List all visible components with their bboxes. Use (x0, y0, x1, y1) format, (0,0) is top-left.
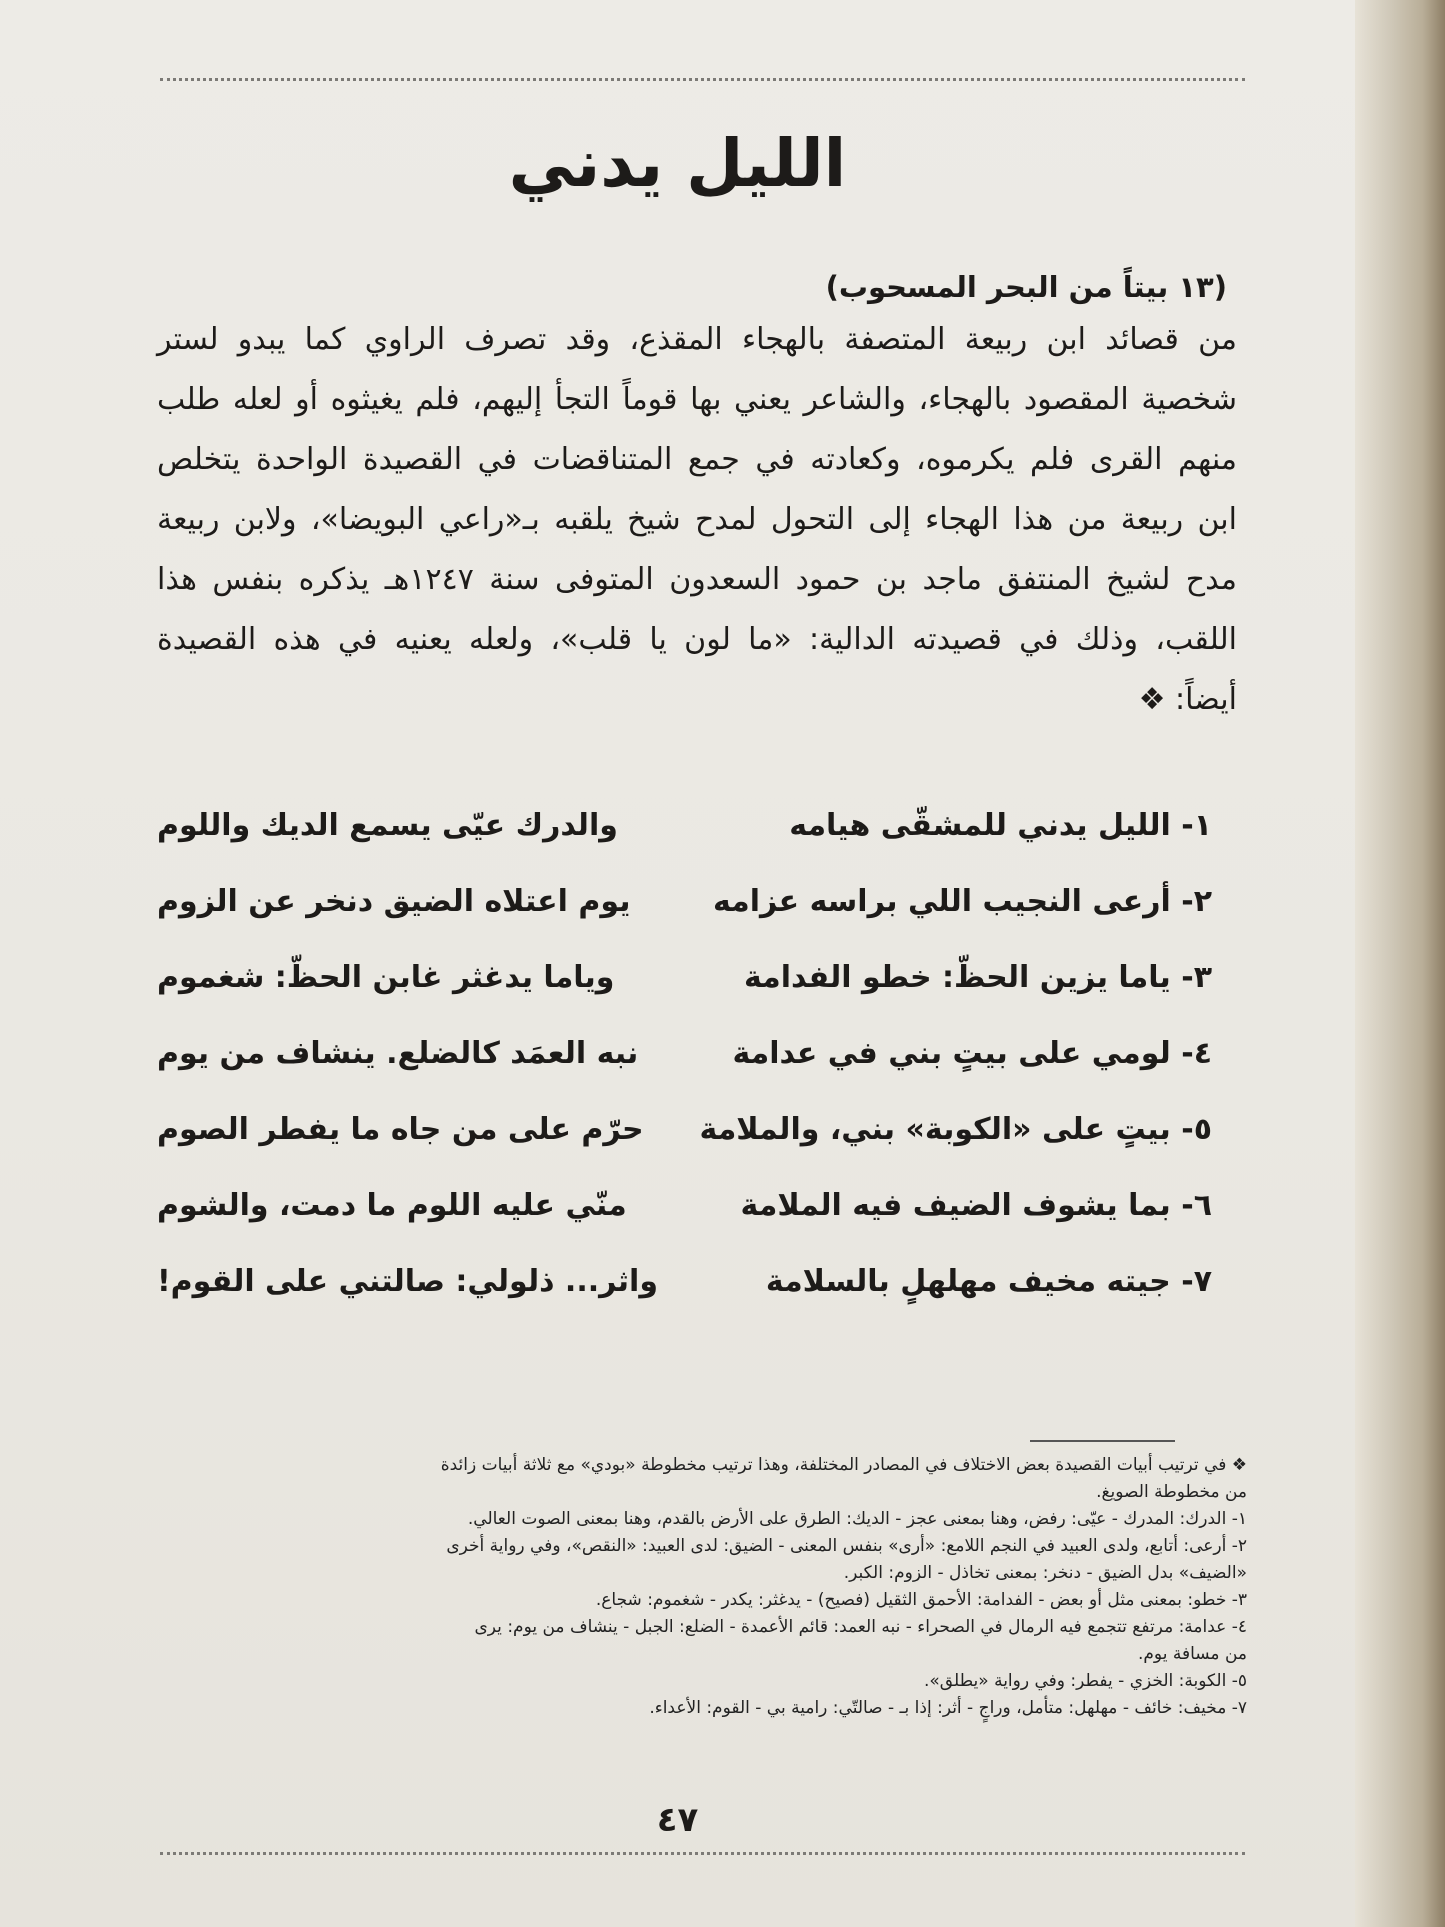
footnote-line: ٥- الكوبة: الخزي - يفطر: وفي رواية «يطلق». (923, 1671, 1247, 1691)
intro-line: مدح لشيخ المنتفق ماجد بن حمود السعدون المتوفى سنة ١٢٤٧هـ يذكره بنفس هذا (157, 562, 1237, 597)
footnote-line: ٤- عدامة: مرتفع تتجمع فيه الرمال في الصحراء - نبه العمد: قائم الأعمدة - الضلع: الجبل - ينشاف من يوم: يرى (474, 1617, 1247, 1637)
verse-row (157, 800, 1242, 876)
footnote-line: ٧- مخيف: خائف - مهلهل: متأمل، وراجٍ - أثر: إذا بـ - صالتّي: رامية بي - القوم: الأعداء. (649, 1698, 1247, 1718)
footnote-line: من مخطوطة الصويغ. (1096, 1482, 1247, 1502)
footnotes (157, 1452, 1247, 1722)
verse-first-hemistich: ١- الليل يدني للمشقّى هيامه (789, 808, 1212, 843)
poem-verses (157, 800, 1242, 1332)
verse-first-hemistich: ٣- ياما يزين الحظّ: خطو الفدامة (743, 960, 1212, 995)
verse-second-hemistich: منّي عليه اللوم ما دمت، والشوم (157, 1188, 627, 1223)
footnote-rule (1030, 1440, 1175, 1442)
page-number: ٤٧ (656, 1800, 699, 1840)
verse-row (157, 1256, 1242, 1332)
verse-first-hemistich: ٧- جيته مخيف مهلهلٍ بالسلامة (765, 1264, 1212, 1299)
intro-line: أيضاً: ❖ (1138, 682, 1237, 717)
footnote-line: «الضيف» بدل الضيق - دنخر: بمعنى تخاذل - الزوم: الكبر. (843, 1563, 1247, 1583)
verse-row (157, 876, 1242, 952)
verse-second-hemistich: يوم اعتلاه الضيق دنخر عن الزوم (157, 884, 631, 919)
verse-first-hemistich: ٦- بما يشوف الضيف فيه الملامة (740, 1188, 1212, 1223)
bottom-dotted-rule (160, 1852, 1245, 1855)
verse-second-hemistich: واثر... ذلولي: صالتني على القوم! (157, 1264, 658, 1299)
footnote-line: ١- الدرك: المدرك - عيّى: رفض، وهنا بمعنى عجز - الديك: الطرق على الأرض بالقدم، وهنا بمعنى الصوت العالي. (467, 1509, 1247, 1529)
poem-title: الليل يدني (508, 125, 847, 202)
footnote-line: ٣- خطو: بمعنى مثل أو بعض - الفدامة: الأحمق الثقيل (فصيح) - يدغثر: يكدر - شغموم: شجاع. (595, 1590, 1247, 1610)
verse-row (157, 1180, 1242, 1256)
intro-line: اللقب، وذلك في قصيدته الدالية: «ما لون يا قلب»، ولعله يعنيه في هذه القصيدة (157, 622, 1237, 657)
intro-line: ابن ربيعة من هذا الهجاء إلى التحول لمدح شيخ يلقبه بـ«راعي البويضا»، ولابن ربيعة (157, 502, 1237, 537)
footnote-line: ٢- أرعى: أتابع، ولدى العبيد في النجم اللامع: «أرى» بنفس المعنى - الضيق: لدى العبيد: «النقص»، وفي رواية أخرى (446, 1536, 1247, 1556)
poem-subtitle: (١٣ بيتاً من البحر المسحوب) (825, 270, 1227, 304)
intro-line: شخصية المقصود بالهجاء، والشاعر يعني بها قوماً التجأ إليهم، فلم يغيثوه أو لعله طلب (157, 382, 1237, 417)
book-spine-shadow (1355, 0, 1445, 1927)
verse-second-hemistich: والدرك عيّى يسمع الديك واللوم (157, 808, 618, 843)
verse-first-hemistich: ٢- أرعى النجيب اللي براسه عزامه (712, 884, 1212, 919)
verse-first-hemistich: ٤- لومي على بيتٍ بني في عدامة (732, 1036, 1212, 1071)
footnote-line: ❖ في ترتيب أبيات القصيدة بعض الاختلاف في المصادر المختلفة، وهذا ترتيب مخطوطة «بودي» مع ثلاثة أبيات زائدة (440, 1455, 1247, 1475)
verse-second-hemistich: نبه العمَد كالضلع. ينشاف من يوم (157, 1036, 639, 1071)
verse-second-hemistich: حرّم على من جاه ما يفطر الصوم (157, 1112, 644, 1147)
intro-paragraph (157, 310, 1237, 730)
intro-line: من قصائد ابن ربيعة المتصفة بالهجاء المقذع، وقد تصرف الراوي كما يبدو لستر (157, 322, 1237, 357)
footnote-line: من مسافة يوم. (1138, 1644, 1247, 1664)
top-dotted-rule (160, 78, 1245, 81)
verse-first-hemistich: ٥- بيتٍ على «الكوبة» بني، والملامة (699, 1112, 1212, 1147)
verse-row (157, 1104, 1242, 1180)
intro-line: منهم القرى فلم يكرموه، وكعادته في جمع المتناقضات في القصيدة الواحدة يتخلص (157, 442, 1237, 477)
verse-row (157, 952, 1242, 1028)
verse-second-hemistich: وياما يدغثر غابن الحظّ: شغموم (157, 960, 615, 995)
verse-row (157, 1028, 1242, 1104)
